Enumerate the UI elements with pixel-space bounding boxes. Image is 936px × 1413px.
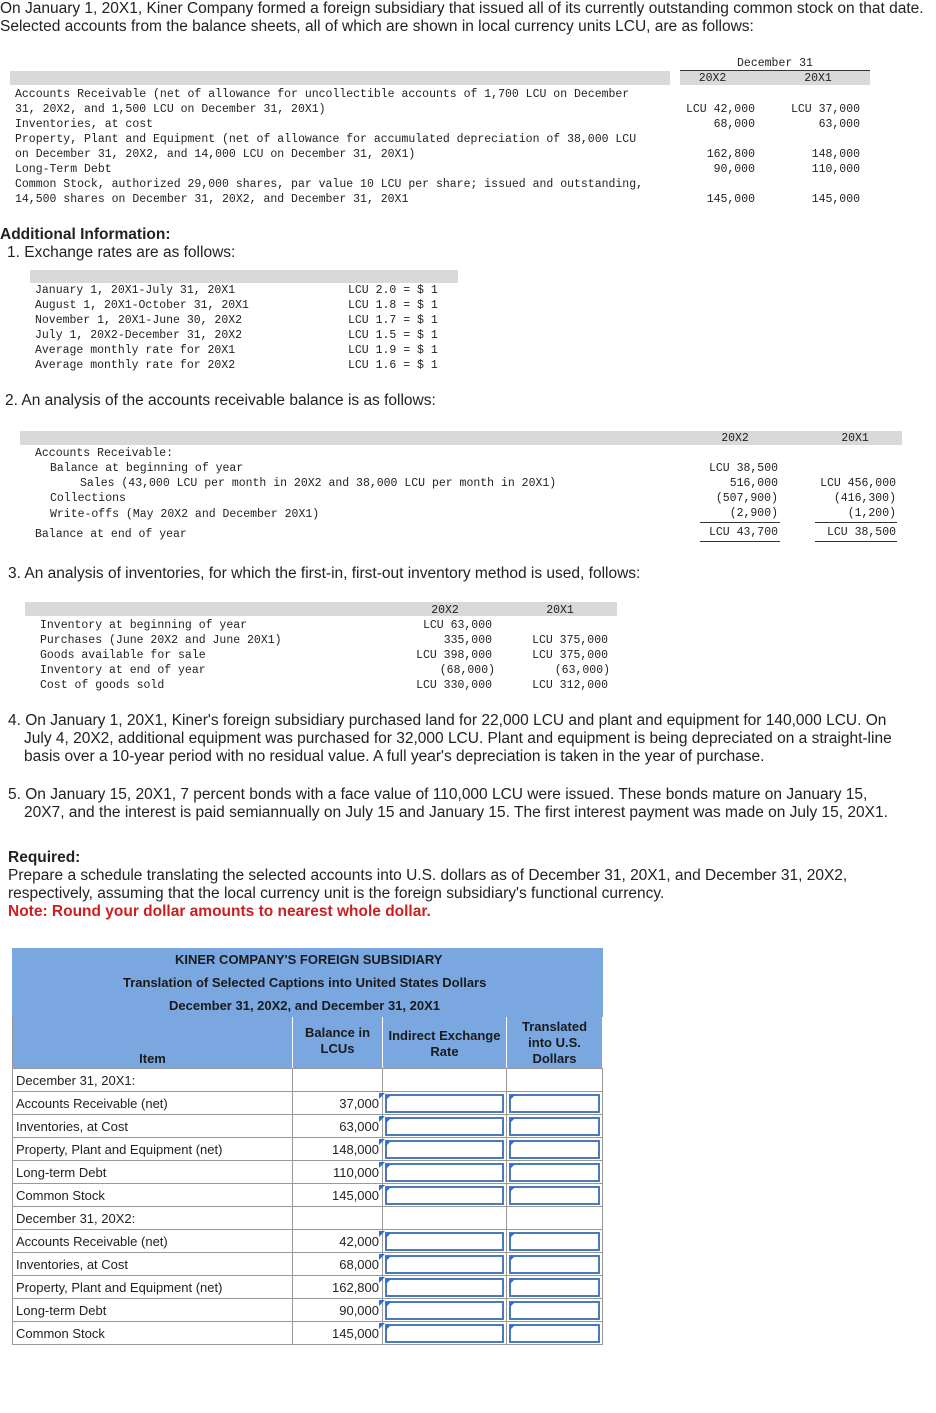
rate-value-5: LCU 1.9 = $ 1: [348, 344, 438, 357]
usd-amount-input[interactable]: [509, 1117, 600, 1136]
empty-cell: [383, 1207, 507, 1230]
ar-wo-20x2: (2,900): [729, 507, 778, 520]
item5-wrap: [8, 786, 908, 822]
row-balance: [293, 1253, 383, 1276]
row-item: Accounts Receivable (net): [13, 1092, 293, 1115]
balance-value: 37,000: [339, 1095, 379, 1111]
row-balance: [293, 1138, 383, 1161]
row-item: Long-term Debt: [13, 1161, 293, 1184]
additional-title: Additional Information:: [0, 226, 171, 243]
exchange-rate-input[interactable]: [385, 1163, 504, 1182]
balance-value: 145,000: [332, 1187, 379, 1203]
table-title-3: December 31, 20X2, and December 31, 20X1: [13, 995, 603, 1017]
rate-period-3: November 1, 20X1-June 30, 20X2: [35, 314, 243, 327]
ar-end-label: Balance at end of year: [35, 528, 187, 541]
rates-header-bar: [30, 270, 458, 283]
inv-pur-20x1: LCU 375,000: [532, 634, 608, 647]
exchange-rate-input[interactable]: [385, 1278, 504, 1297]
inv-end-20x2: (68,000): [439, 664, 495, 677]
table-row: [13, 1161, 603, 1184]
item1-text: 1. Exchange rates are as follows:: [7, 244, 236, 261]
item5-text: 5. On January 15, 20X1, 7 percent bonds with a face value of 110,000 LCU were issued. These bonds mature on January 15, 20X7, and the interest is paid semiannually on July 15 and January 15. The first interest payment was made on July 15, 20X1.: [8, 786, 888, 821]
row-balance: [293, 1299, 383, 1322]
inv-hdr-20x1: 20X1: [546, 604, 574, 617]
row-balance: [293, 1184, 383, 1207]
exchange-rate-input[interactable]: [385, 1301, 504, 1320]
table-row: [13, 1184, 603, 1207]
row-item: Property, Plant and Equipment (net): [13, 1276, 293, 1299]
bs-cs-line2: 14,500 shares on December 31, 20X2, and December 31, 20X1: [15, 193, 409, 206]
balance-value: 63,000: [339, 1118, 379, 1134]
item3-text: 3. An analysis of inventories, for which the first-in, first-out inventory method is used, follows:: [8, 565, 641, 582]
ar-rule-20x1: [815, 522, 897, 523]
inv-hdr-20x2: 20X2: [431, 604, 459, 617]
section-label-20x1: December 31, 20X1:: [13, 1069, 293, 1092]
table-row: [13, 1299, 603, 1322]
balance-value: 148,000: [332, 1141, 379, 1157]
required-text: Prepare a schedule translating the selected accounts into U.S. dollars as of December 31, 20X1, and December 31, 20X2, respectively, assuming that the local currency unit is the foreign subsidiary's functional currency.: [8, 867, 848, 902]
exchange-rate-input[interactable]: [385, 1117, 504, 1136]
usd-amount-input[interactable]: [509, 1232, 600, 1251]
section-label-20x2: December 31, 20X2:: [13, 1207, 293, 1230]
item4-text: 4. On January 1, 20X1, Kiner's foreign subsidiary purchased land for 22,000 LCU and plant and equipment for 140,000 LCU. On July 4, 20X2, additional equipment was purchased for 32,000 LCU. Plant and equipment is being depreciated on a straight-line basis over a 10-year period with no residual value. A full year's depreciation is taken in the year of purchase.: [8, 712, 892, 765]
usd-amount-input[interactable]: [509, 1255, 600, 1274]
row-balance: [293, 1092, 383, 1115]
translation-table: [12, 948, 603, 1345]
row-item: Inventories, at Cost: [13, 1253, 293, 1276]
balance-value: 68,000: [339, 1256, 379, 1272]
ar-end-20x2: LCU 43,700: [708, 526, 778, 539]
usd-amount-input[interactable]: [509, 1324, 600, 1343]
ar-title: Accounts Receivable:: [35, 447, 174, 460]
bs-ppe-line1: Property, Plant and Equipment (net of allowance for accumulated depreciation of 38,000 LCU: [15, 133, 637, 146]
rate-period-2: August 1, 20X1-October 31, 20X1: [35, 299, 249, 312]
rate-period-4: July 1, 20X2-December 31, 20X2: [35, 329, 243, 342]
table-row: [13, 1276, 603, 1299]
rate-period-5: Average monthly rate for 20X1: [35, 344, 236, 357]
inv-pur-label: Purchases (June 20X2 and June 20X1): [40, 634, 282, 647]
bs-inv-20x1: 63,000: [818, 118, 860, 131]
balance-value: 42,000: [339, 1233, 379, 1249]
table-row: [13, 1115, 603, 1138]
bs-ppe-line2: on December 31, 20X2, and 14,000 LCU on December 31, 20X1): [15, 148, 416, 161]
usd-amount-input[interactable]: [509, 1278, 600, 1297]
inv-pur-20x2: 335,000: [443, 634, 492, 647]
bs-ar-20x2: LCU 42,000: [685, 103, 755, 116]
ar-rule2-20x2: [700, 541, 780, 542]
empty-cell: [507, 1207, 603, 1230]
bs-ppe-20x1: 148,000: [811, 148, 860, 161]
empty-cell: [293, 1069, 383, 1092]
ar-hdr-20x1: 20X1: [841, 432, 869, 445]
inv-beg-20x2: LCU 63,000: [422, 619, 492, 632]
balance-value: 110,000: [332, 1164, 379, 1180]
bs-ar-20x1: LCU 37,000: [790, 103, 860, 116]
row-balance: [293, 1161, 383, 1184]
ar-end-20x1: LCU 38,500: [826, 526, 896, 539]
exchange-rate-input[interactable]: [385, 1140, 504, 1159]
bs-inv-20x2: 68,000: [713, 118, 755, 131]
row-balance: [293, 1322, 383, 1345]
row-item: Common Stock: [13, 1184, 293, 1207]
exchange-rate-input[interactable]: [385, 1324, 504, 1343]
inv-gafs-20x2: LCU 398,000: [416, 649, 492, 662]
balance-value: 145,000: [332, 1325, 379, 1341]
col-usd-header: Translated into U.S. Dollars: [507, 1017, 603, 1069]
ar-wo-20x1: (1,200): [847, 507, 896, 520]
ar-wo-label: Write-offs (May 20X2 and December 20X1): [50, 508, 320, 521]
inv-end-label: Inventory at end of year: [40, 664, 206, 677]
exchange-rate-input[interactable]: [385, 1255, 504, 1274]
usd-amount-input[interactable]: [509, 1301, 600, 1320]
rate-value-4: LCU 1.5 = $ 1: [348, 329, 438, 342]
rate-period-6: Average monthly rate for 20X2: [35, 359, 236, 372]
rate-value-3: LCU 1.7 = $ 1: [348, 314, 438, 327]
exchange-rate-input[interactable]: [385, 1232, 504, 1251]
empty-cell: [293, 1207, 383, 1230]
row-item: Long-term Debt: [13, 1299, 293, 1322]
row-item: Inventories, at Cost: [13, 1115, 293, 1138]
exchange-rate-input[interactable]: [385, 1186, 504, 1205]
bs-cs-20x1: 145,000: [811, 193, 860, 206]
usd-amount-input[interactable]: [509, 1140, 600, 1159]
exchange-rate-input[interactable]: [385, 1094, 504, 1113]
col-item-header: Item: [13, 1017, 293, 1069]
bs-inv-label: Inventories, at cost: [15, 118, 154, 131]
row-item: Property, Plant and Equipment (net): [13, 1138, 293, 1161]
ar-sales-20x2: 516,000: [729, 477, 778, 490]
bs-header-dec31: December 31: [737, 57, 813, 70]
inv-beg-label: Inventory at beginning of year: [40, 619, 248, 632]
bs-hdr-20x1: 20X1: [804, 72, 832, 85]
item2-text: 2. An analysis of the accounts receivable balance is as follows:: [5, 392, 436, 409]
bs-ltd-label: Long-Term Debt: [15, 163, 112, 176]
ar-rule2-20x1: [815, 541, 897, 542]
balance-value: 162,800: [332, 1279, 379, 1295]
ar-coll-label: Collections: [50, 492, 126, 505]
inv-cogs-label: Cost of goods sold: [40, 679, 165, 692]
ar-rule-20x2: [700, 522, 780, 523]
ar-beg-20x2: LCU 38,500: [708, 462, 778, 475]
row-item: Common Stock: [13, 1322, 293, 1345]
inv-cogs-20x2: LCU 330,000: [416, 679, 492, 692]
rate-value-1: LCU 2.0 = $ 1: [348, 284, 438, 297]
bs-ar-line2: 31, 20X2, and 1,500 LCU on December 31, 20X1): [15, 103, 326, 116]
table-row: [13, 1253, 603, 1276]
ar-coll-20x2: (507,900): [715, 492, 778, 505]
ar-sales-label: Sales (43,000 LCU per month in 20X2 and 38,000 LCU per month in 20X1): [80, 477, 557, 490]
row-balance: [293, 1115, 383, 1138]
empty-cell: [383, 1069, 507, 1092]
table-row: [13, 1322, 603, 1345]
intro-text: On January 1, 20X1, Kiner Company formed a foreign subsidiary that issued all of its currently outstanding common stock on that date. Selected accounts from the balance sheets, all of which are shown in local currency units LCU, are as follows:: [0, 0, 924, 35]
row-balance: [293, 1230, 383, 1253]
ar-hdr-20x2: 20X2: [721, 432, 749, 445]
table-title-1: KINER COMPANY'S FOREIGN SUBSIDIARY: [13, 949, 603, 971]
table-row: [13, 1230, 603, 1253]
usd-amount-input[interactable]: [509, 1163, 600, 1182]
bs-ltd-20x2: 90,000: [713, 163, 755, 176]
ar-beg-label: Balance at beginning of year: [50, 462, 244, 475]
ar-sales-20x1: LCU 456,000: [820, 477, 896, 490]
usd-amount-input[interactable]: [509, 1094, 600, 1113]
inv-cogs-20x1: LCU 312,000: [532, 679, 608, 692]
inv-gafs-20x1: LCU 375,000: [532, 649, 608, 662]
inv-gafs-label: Goods available for sale: [40, 649, 206, 662]
row-balance: [293, 1276, 383, 1299]
item4-wrap: [8, 712, 908, 766]
col-rate-header: Indirect Exchange Rate: [383, 1017, 507, 1069]
bs-cs-20x2: 145,000: [706, 193, 755, 206]
rate-value-6: LCU 1.6 = $ 1: [348, 359, 438, 372]
inv-end-20x1: (63,000): [554, 664, 610, 677]
table-row: [13, 1092, 603, 1115]
col-balance-header: Balance in LCUs: [293, 1017, 383, 1069]
required-note: Note: Round your dollar amounts to nearest whole dollar.: [8, 903, 431, 920]
bs-ar-line1: Accounts Receivable (net of allowance for uncollectible accounts of 1,700 LCU on December: [15, 88, 630, 101]
bs-ltd-20x1: 110,000: [811, 163, 860, 176]
ar-coll-20x1: (416,300): [833, 492, 896, 505]
usd-amount-input[interactable]: [509, 1186, 600, 1205]
balance-value: 90,000: [339, 1302, 379, 1318]
table-row: [13, 1138, 603, 1161]
bs-cs-line1: Common Stock, authorized 29,000 shares, par value 10 LCU per share; issued and outstanding,: [15, 178, 644, 191]
rate-value-2: LCU 1.8 = $ 1: [348, 299, 438, 312]
required-title: Required:: [8, 849, 81, 866]
bs-header-bar: [10, 71, 670, 85]
rate-period-1: January 1, 20X1-July 31, 20X1: [35, 284, 236, 297]
bs-ppe-20x2: 162,800: [706, 148, 755, 161]
table-title-2: Translation of Selected Captions into United States Dollars: [13, 971, 603, 995]
empty-cell: [507, 1069, 603, 1092]
row-item: Accounts Receivable (net): [13, 1230, 293, 1253]
bs-hdr-20x2: 20X2: [698, 72, 727, 85]
